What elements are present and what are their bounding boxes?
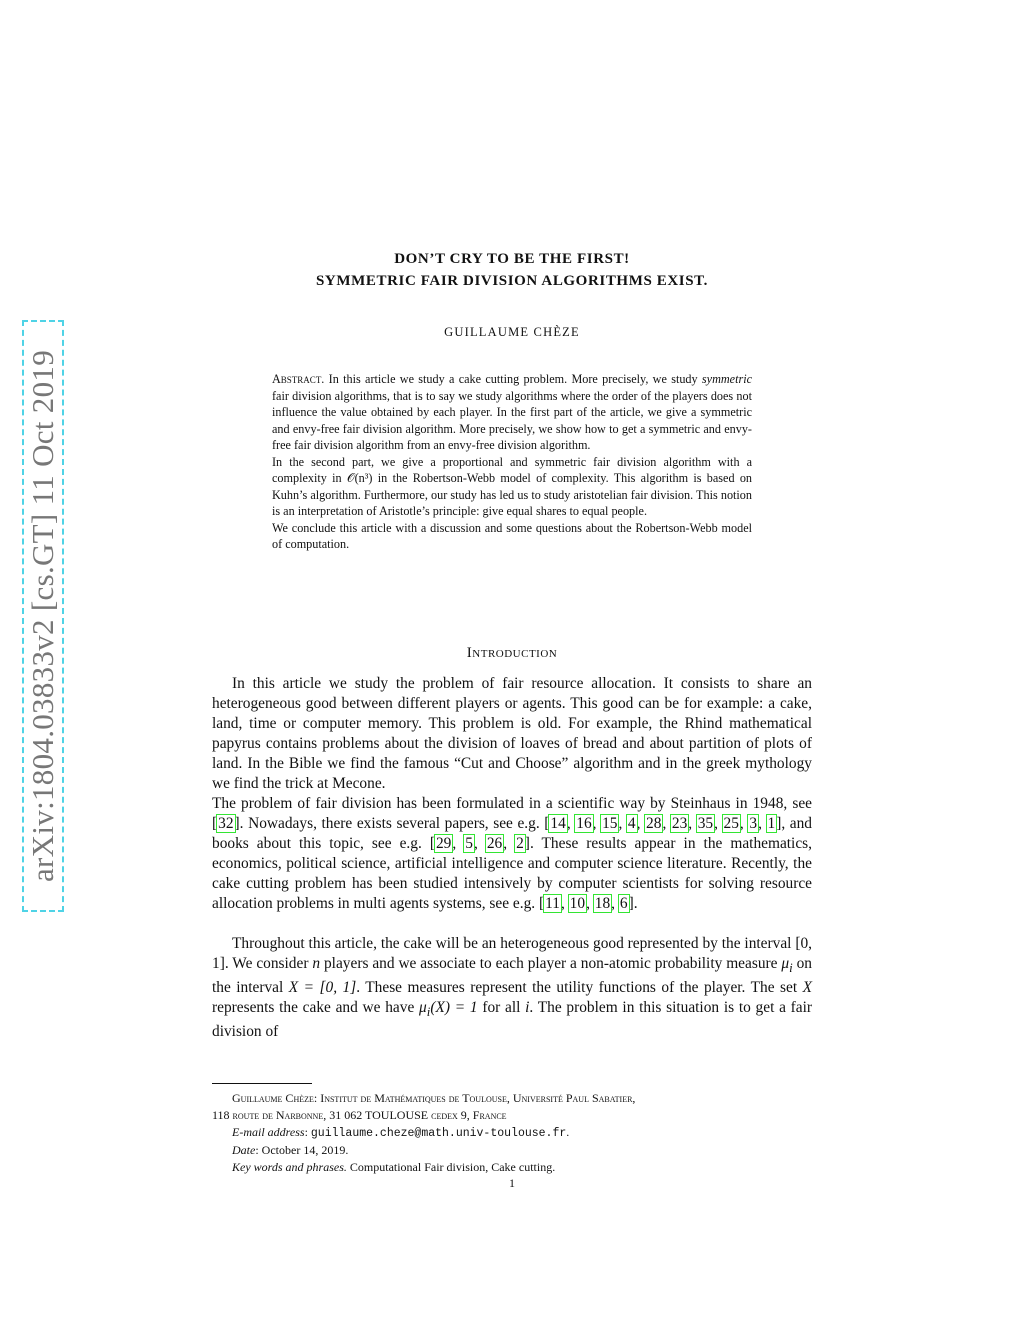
math-mu: μ <box>419 999 427 1017</box>
abstract-text: In the second part, we give a proportional and symmetric fair division algorithm with a complexity in <box>272 454 752 485</box>
affiliation-line-2: 118 route de Narbonne, 31 062 TOULOUSE cedex 9, France <box>212 1108 507 1122</box>
abstract-paragraph-3: We conclude this article with a discussion and some questions about the Robertson-Webb model of computation. <box>272 520 752 551</box>
citation-link[interactable]: 1 <box>767 815 776 832</box>
body-text: for all <box>482 999 521 1017</box>
paper-title <box>212 248 812 292</box>
body-text: . The problem in this situation is to get a fair division of <box>212 999 813 1041</box>
intro-paragraph-3 <box>212 934 812 1042</box>
intro-paragraph-2: The problem of fair division has been formulated in a scientific way by Steinhaus in 1948, see [32]. Nowadays, there exists several papers, see e.g. [14, 16, 15, 4, 28, 23, 35, 25, 3, 1], and books about this topic, see e.g. [29, 5, 26, 2]. These results appear in the mathematics, economics, political science, artificial intelligence and computer science literature. Recently, the cake cutting problem has been studied intensively by computer scientists for solving resource allocation problems in multi agents systems, see e.g. [11, 10, 18, 6]. <box>212 795 812 912</box>
body-text: . <box>633 895 638 912</box>
citation-link[interactable]: 23 <box>671 815 688 832</box>
math-i: i <box>525 999 530 1017</box>
arxiv-identifier-text: arXiv:1804.03833v2 [cs.GT] 11 Oct 2019 <box>25 350 60 882</box>
footnote-rule <box>212 1083 312 1084</box>
body-text: . Nowadays, there exists several papers, see e.g. <box>239 815 540 832</box>
citation-link[interactable]: 28 <box>646 815 662 832</box>
email-label: E-mail address <box>232 1125 305 1139</box>
citation-link[interactable]: 10 <box>569 895 586 912</box>
email-line: E-mail address: guillaume.cheze@math.univ-toulouse.fr. <box>232 1125 570 1140</box>
abstract-paragraph-2 <box>272 454 752 520</box>
complexity-formula: 𝒪(n³) <box>346 471 373 485</box>
abstract-paragraph-1 <box>272 371 752 454</box>
citation-link[interactable]: 16 <box>576 815 592 832</box>
math-n: n <box>312 955 321 972</box>
citation-link[interactable]: 14 <box>550 815 566 832</box>
citation-group-papers: 14, 16, 15, 4, 28, 23, 35, 25, 3, 1 <box>550 815 776 832</box>
body-text: on the interval <box>212 955 812 997</box>
abstract-emphasis: symmetric <box>701 372 753 386</box>
author-name: GUILLAUME CHÈZE <box>444 325 580 339</box>
citation-link[interactable]: 26 <box>486 835 503 852</box>
body-text: players and we associate to each player a non-atomic probability measure <box>323 955 778 972</box>
citation-link[interactable]: 32 <box>218 815 234 832</box>
citation-link[interactable]: 4 <box>627 815 636 832</box>
body-text: Throughout this article, the cake will be an heterogeneous good represented by the interval <box>232 935 792 952</box>
citation-link[interactable]: 5 <box>465 835 473 852</box>
date-value: October 14, 2019. <box>261 1143 349 1157</box>
keywords-label: Key words and phrases. <box>232 1160 347 1174</box>
date-label: Date <box>232 1143 256 1157</box>
math-x-interval: X = [0, 1] <box>288 979 357 997</box>
body-text: . These results appear in the mathematics, economics, political science, artificial intelligence and computer science literature. Recently, the cake cutting problem has been studied intensively by computer scientists for solving resource allocation problems in multi agents systems, see e.g. <box>212 835 812 912</box>
abstract-text: fair division algorithms, that is to say we study algorithms where the order of the players does not influence the value obtained by each player. In the first part of the article, we give a symmetric and envy-free fair division algorithm. More precisely, we show how to get a symmetric and envy-free fair division algorithm from an envy-free division algorithm. <box>272 388 752 452</box>
citation-link[interactable]: 15 <box>602 815 618 832</box>
citation-group-agents: 11, 10, 18, 6 <box>545 895 628 912</box>
citation-group-books: 29, 5, 26, 2 <box>435 835 524 852</box>
math-interval: [0, 1] <box>212 935 812 972</box>
affiliation-line-1: Guillaume Chèze: Institut de Mathématiques de Toulouse, Université Paul Sabatier, <box>232 1091 636 1105</box>
body-text: . These measures represent the utility functions of the player. The set <box>356 979 798 997</box>
abstract-label: Abstract. <box>272 372 325 386</box>
math-subscript: i <box>426 1005 431 1020</box>
abstract-text: in the Robertson-Webb model of complexity. This algorithm is based on Kuhn’s algorithm. Furthermore, our study has led us to study aristotelian fair division. This notion is an interpretation of Aristotle’s principle: give equal shares to equal people. <box>272 471 753 518</box>
abstract-text: In this article we study a cake cutting problem. More precisely, we study <box>328 372 698 386</box>
citation-link[interactable]: 25 <box>723 815 739 832</box>
footnotes <box>212 1090 812 1176</box>
body-text: , and books about this topic, see e.g. <box>212 815 812 852</box>
arxiv-identifier-stamp[interactable] <box>22 320 64 912</box>
body-text: The problem of fair division has been formulated in a scientific way by Steinhaus in 1948, see <box>212 795 812 812</box>
citation-link[interactable]: 29 <box>435 835 452 852</box>
keywords-line <box>212 1159 812 1176</box>
math-mu: μ <box>781 955 790 972</box>
math-rest: (X) = 1 <box>430 999 478 1017</box>
date-line: Date: October 14, 2019. <box>232 1143 349 1157</box>
citation-link[interactable]: 18 <box>594 895 611 912</box>
section-heading-introduction: Introduction <box>466 645 558 661</box>
citation-link[interactable]: 3 <box>749 815 758 832</box>
keywords-value: Computational Fair division, Cake cutting. <box>349 1160 556 1174</box>
title-line-1: DON’T CRY TO BE THE FIRST! <box>394 251 630 267</box>
math-mu-i <box>781 955 793 976</box>
citation-link[interactable]: 35 <box>697 815 714 832</box>
body-text: . We consider <box>224 955 309 972</box>
math-subscript: i <box>789 961 793 976</box>
citation-link[interactable]: 6 <box>619 895 628 912</box>
body-text: represents the cake and we have <box>212 999 415 1017</box>
introduction-body <box>212 674 812 1042</box>
email-address[interactable]: guillaume.cheze@math.univ-toulouse.fr <box>310 1127 567 1140</box>
math-x: X <box>802 979 812 997</box>
title-line-2: SYMMETRIC FAIR DIVISION ALGORITHMS EXIST. <box>315 273 709 289</box>
citation-link[interactable]: 2 <box>516 835 524 852</box>
page-number: 1 <box>509 1176 515 1190</box>
abstract <box>272 371 752 553</box>
math-measure-equation <box>419 999 478 1020</box>
intro-paragraph-1: In this article we study the problem of fair resource allocation. It consists to share an heterogeneous good between different players or agents. This good can be for example: a cake, land, time or computer memory. This problem is old. For example, the Rhind mathematical papyrus contains problems about the division of loaves of bread and about partition of plots of land. In the Bible we find the famous “Cut and Choose” algorithm and in the greek mythology we find the trick at Mecone. <box>212 675 812 792</box>
citation-link[interactable]: 11 <box>545 895 560 912</box>
